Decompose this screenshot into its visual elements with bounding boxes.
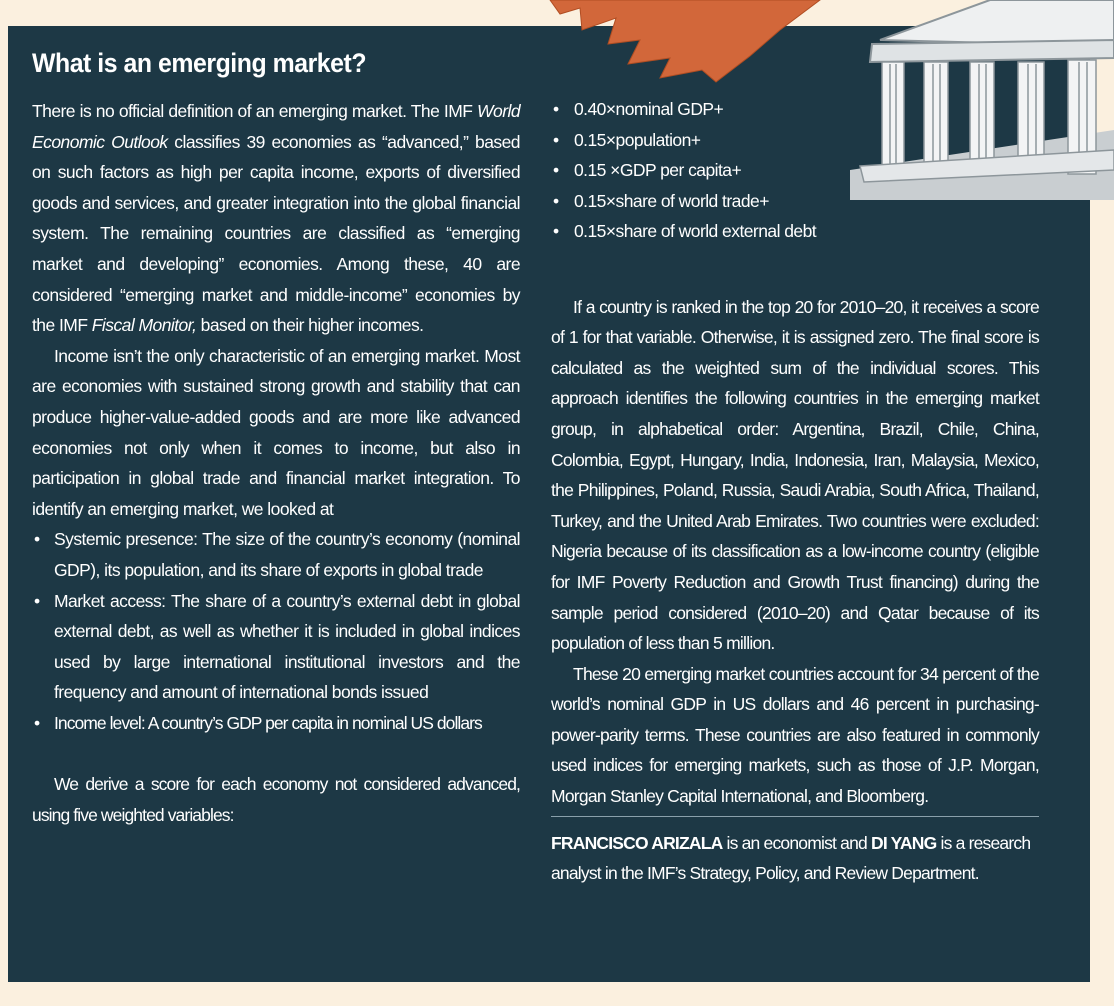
left-column: [32, 96, 520, 830]
list-item: • 0.15×share of world external debt: [551, 216, 1039, 247]
bullet-icon: •: [553, 221, 559, 242]
formula-list: [551, 94, 1039, 247]
list-item: • 0.40×nominal GDP+: [551, 94, 1039, 125]
list-item: • 0.15 ×GDP per capita+: [551, 155, 1039, 186]
byline: FRANCISCO ARIZALA is an economist and DI YANG is a research analyst in the IMF’s Strategy, Policy, and Review Department.: [551, 832, 1031, 884]
list-item: • 0.15×population+: [551, 125, 1039, 156]
list-item: • Income level: A country’s GDP per capita in nominal US dollars: [32, 708, 520, 739]
intro-paragraph: There is no official definition of an emerging market. The IMF World Economic Outlook classifies 39 economies as “advanced,” based on such factors as high per capita income, exports of diversified goods and services, and greater integration into the global financial system. The remaining countries are classified as “emerging market and developing” economies. Among these, 40 are considered “emerging market and middle-income” economies by the IMF Fiscal Monitor, based on their higher incomes.: [32, 101, 520, 336]
score-paragraph: We derive a score for each economy not considered advanced, using five weighted variables:: [32, 774, 520, 825]
divider: [551, 816, 1039, 817]
right-column: [551, 94, 1039, 889]
list-item: • Market access: The share of a country’s external debt in global external debt, as well as whether it is included in global indices used by large international institutional investors and the frequency and amount of international bonds issued: [32, 586, 520, 708]
fiscal-monitor-title: Fiscal Monitor,: [91, 315, 197, 336]
list-item: • 0.15×share of world trade+: [551, 186, 1039, 217]
bullet-icon: •: [34, 529, 40, 550]
author-name: FRANCISCO ARIZALA: [551, 832, 723, 853]
bullet-icon: •: [34, 590, 40, 611]
list-item: • Systemic presence: The size of the country’s economy (nominal GDP), its population, and its share of exports in global trade: [32, 524, 520, 585]
bullet-icon: •: [553, 190, 559, 211]
bullet-icon: •: [553, 129, 559, 150]
coverage-paragraph: These 20 emerging market countries account for 34 percent of the world’s nominal GDP in US dollars and 46 percent in purchasing-power-parity terms. These countries are also featured in commonly used indices for emerging markets, such as those of J.P. Morgan, Morgan Stanley Capital International, and Bloomberg.: [551, 663, 1039, 807]
method-paragraph: If a country is ranked in the top 20 for 2010–20, it receives a score of 1 for that variable. Otherwise, it is assigned zero. The final score is calculated as the weighted sum of the individual scores. This approach identifies the following countries in the emerging market group, in alphabetical order: Argentina, Brazil, Chile, China, Colombia, Egypt, Hungary, India, Indonesia, Iran, Malaysia, Mexico, the Philippines, Poland, Russia, Saudi Arabia, South Africa, Thailand, Turkey, and the United Arab Emirates. Two countries were excluded: Nigeria because of its classification as a low-income country (eligible for IMF Poverty Reduction and Growth Trust financing) during the sample period considered (2010–20) and Qatar because of its population of less than 5 million.: [551, 296, 1039, 654]
criteria-list: [32, 524, 520, 738]
bullet-icon: •: [34, 712, 40, 733]
author-name: DI YANG: [871, 832, 937, 853]
burst-shape: [550, 0, 820, 82]
bullet-icon: •: [553, 99, 559, 119]
bullet-icon: •: [553, 160, 559, 181]
weo-title: World Economic Outlook: [32, 101, 520, 152]
article-title: What is an emerging market?: [32, 48, 367, 78]
building-roof: [880, 0, 1114, 46]
characteristics-paragraph: Income isn’t the only characteristic of an emerging market. Most are economies with sustained strong growth and stability that can produce higher-value-added goods and are more like advanced economies not only when it comes to income, but also in participation in global trade and financial market integration. To identify an emerging market, we looked at: [32, 345, 520, 519]
